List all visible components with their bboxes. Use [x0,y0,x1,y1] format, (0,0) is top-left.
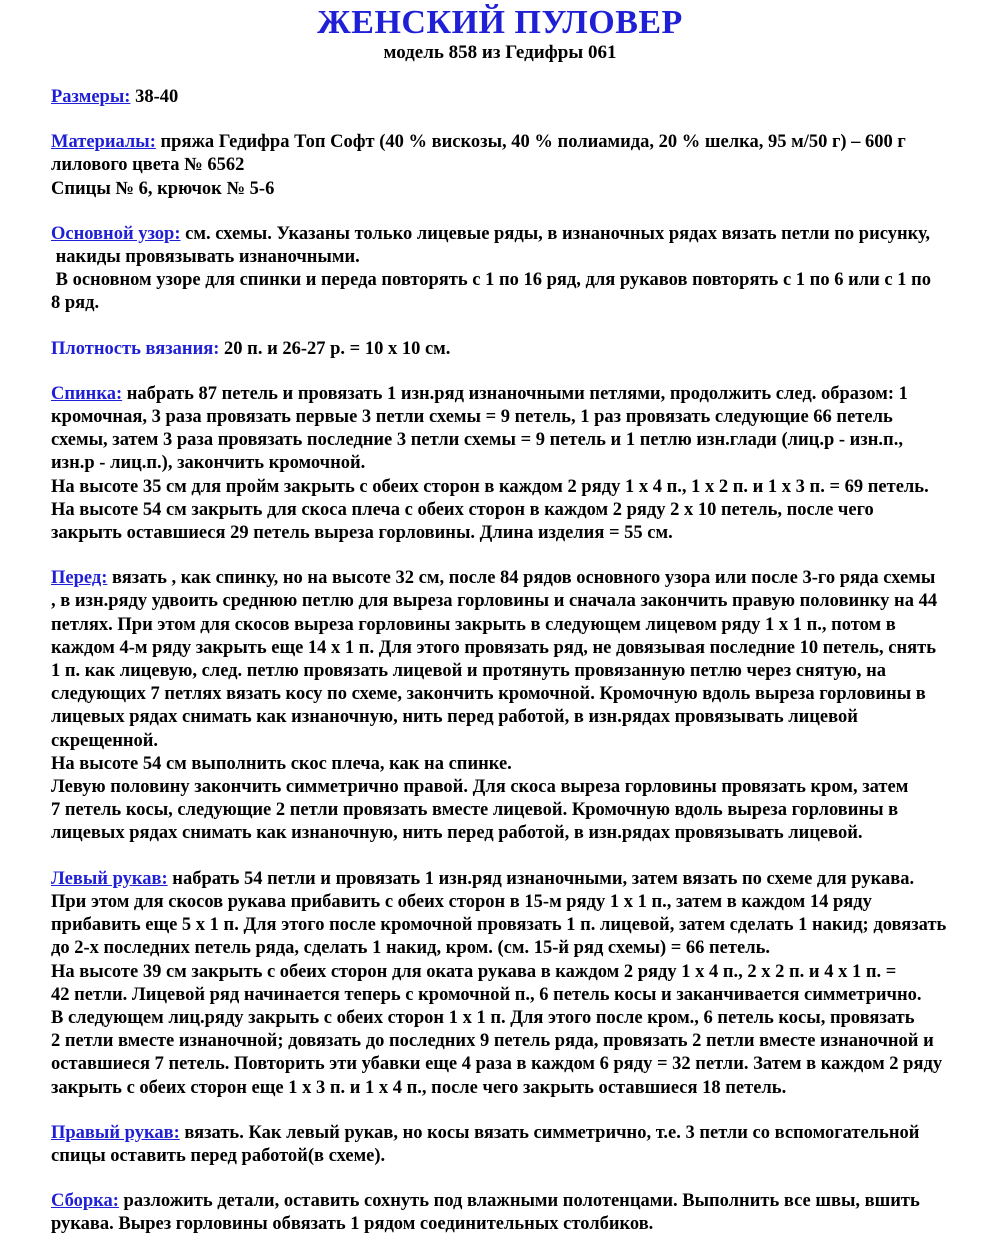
front-line: , в изн.ряду удвоить среднюю петлю для выреза горловины и сначала закончить правую половинку на 44 [51,591,938,612]
sizes-text: 38-40 [130,87,179,107]
left-sleeve-line: 42 петли. Лицевой ряд начинается теперь с кромочной п., 6 петель косы и заканчивается симметрично. [51,984,922,1005]
left-sleeve-line: При этом для скосов рукава прибавить с обеих сторон в 15-м ряду 1 х 1 п., затем в каждом 14 ряду [51,891,872,912]
page-title: ЖЕНСКИЙ ПУЛОВЕР [317,4,683,41]
back-line: схемы, затем 3 раза провязать последние 3 петли схемы = 9 петель и 1 петлю изн.глади (лиц.р - изн.п., [51,430,903,451]
front-line: вязать , как спинку, но на высоте 32 см, после 84 рядов основного узора или после 3-го ряда схемы [107,568,936,589]
materials-line: Спицы № 6, крючок № 5-6 [51,178,275,199]
pattern-label[interactable]: Основной узор: [51,223,181,244]
back-line: кромочная, 3 раза провязать первые 3 петли схемы = 9 петель, 1 раз провязать следующие 66 петель [51,407,893,428]
front-line: На высоте 54 см выполнить скос плеча, как на спинке. [51,753,512,774]
section-gauge [51,338,986,361]
left-sleeve-line: набрать 54 петли и провязать 1 изн.ряд изнаночными, затем вязать по схеме для рукава. [167,868,915,889]
back-line: На высоте 54 см закрыть для скоса плеча с обеих сторон в каждом 2 ряду 2 х 10 петель, после чего [51,499,874,520]
section-right-sleeve [51,1122,986,1168]
right-sleeve-line: спицы оставить перед работой(в схеме). [51,1145,386,1166]
front-line: скрещенной. [51,730,159,751]
sizes-label[interactable]: Размеры: [51,87,131,107]
front-line: каждом 4-м ряду закрыть еще 14 х 1 п. Для этого провязать ряд, не довязывая последние 10 петель, снять [51,637,937,658]
materials-label[interactable]: Материалы: [51,132,156,153]
back-line: набрать 87 петель и провязать 1 изн.ряд изнаночными петлями, продолжить след. образом: 1 [122,383,908,404]
left-sleeve-line: На высоте 39 см закрыть с обеих сторон для оката рукава в каждом 2 ряду 1 х 4 п., 2 х 2 п. и 4 х 1 п. = [51,961,897,982]
front-line: следующих 7 петлях вязать косу по схеме, закончить кромочной. Кромочную вдоль выреза горловины в [51,684,926,705]
back-label[interactable]: Спинка: [51,383,123,404]
assembly-line: разложить детали, оставить сохнуть под влажными полотенцами. Выполнить все швы, вшить [118,1191,920,1212]
left-sleeve-line: 2 петли вместе изнаночной; довязать до последних 9 петель ряда, провязать 2 петли вместе изнаночной и [51,1031,934,1052]
pattern-line: В основном узоре для спинки и переда повторять с 1 по 16 ряд, для рукавов повторять с 1 по 6 или с 1 по [51,270,932,291]
front-line: 7 петель косы, следующие 2 петли провязать вместе лицевой. Кромочную вдоль выреза горловины в [51,800,899,821]
pattern-line: 8 ряд. [51,293,100,314]
back-line: На высоте 35 см для пройм закрыть с обеих сторон в каждом 2 ряду 1 х 4 п., 1 х 2 п. и 1 х 3 п. = 69 петель. [51,476,929,497]
front-line: лицевых рядах снимать как изнаночную, нить перед работой, в изн.рядах провязывать лицевой. [51,823,863,844]
back-line: изн.р - лиц.п.), закончить кромочной. [51,453,366,474]
gauge-text: 20 п. и 26-27 р. = 10 х 10 см. [219,338,451,359]
left-sleeve-line: до 2-х последних петель ряда, сделать 1 накид, кром. (см. 15-й ряд схемы) = 66 петель. [51,938,770,959]
front-line: лицевых рядах снимать как изнаночную, нить перед работой, в изн.рядах провязывать лицевой [51,707,858,728]
assembly-line: рукава. Вырез горловины обвязать 1 рядом соединительных столбиков. [51,1214,654,1235]
section-sizes [51,86,986,109]
right-sleeve-label[interactable]: Правый рукав: [51,1122,180,1143]
materials-line: лилового цвета № 6562 [51,155,245,176]
front-line: петлях. При этом для скосов выреза горловины закрыть в следующем лицевом ряду 1 х 1 п., потом в [51,614,896,635]
section-front [51,567,986,845]
section-left-sleeve [51,868,986,1100]
page-subtitle: модель 858 из Гедифры 061 [383,42,617,63]
front-line: 1 п. как лицевую, след. петлю провязать лицевой и протянуть провязанную петлю через снятую, на [51,661,887,682]
right-sleeve-line: вязать. Как левый рукав, но косы вязать симметрично, т.е. 3 петли со вспомогательной [179,1122,920,1143]
left-sleeve-line: закрыть с обеих сторон еще 1 х 3 п. и 1 х 4 п., после чего закрыть оставшиеся 18 петель. [51,1077,787,1098]
front-label[interactable]: Перед: [51,568,108,589]
section-pattern [51,223,986,316]
section-assembly [51,1190,986,1236]
document-body [51,86,986,1237]
left-sleeve-line: прибавить еще 5 х 1 п. Для этого после кромочной провязать 1 п. лицевой, затем сделать 1 накид; довязать [51,915,947,936]
section-materials [51,131,986,201]
left-sleeve-line: оставшиеся 7 петель. Повторить эти убавки еще 4 раза в каждом 6 ряду = 32 петли. Затем в каждом 2 ряду [51,1054,943,1075]
materials-line: пряжа Гедифра Топ Софт (40 % вискозы, 40 % полиамида, 20 % шелка, 95 м/50 г) – 600 г [155,132,906,153]
pattern-line: см. схемы. Указаны только лицевые ряды, в изнаночных рядах вязать петли по рисунку, [180,223,931,244]
pattern-line: накиды провязывать изнаночными. [51,247,360,268]
gauge-label: Плотность вязания: [51,338,220,359]
left-sleeve-line: В следующем лиц.ряду закрыть с обеих сторон 1 х 1 п. Для этого после кром., 6 петель косы, провязать [51,1007,915,1028]
back-line: закрыть оставшиеся 29 петель выреза горловины. Длина изделия = 55 см. [51,523,673,544]
front-line: Левую половину закончить симметрично правой. Для скоса выреза горловины провязать кром, затем [51,777,909,798]
left-sleeve-label[interactable]: Левый рукав: [51,868,168,889]
section-back [51,383,986,545]
assembly-label[interactable]: Сборка: [51,1191,119,1212]
